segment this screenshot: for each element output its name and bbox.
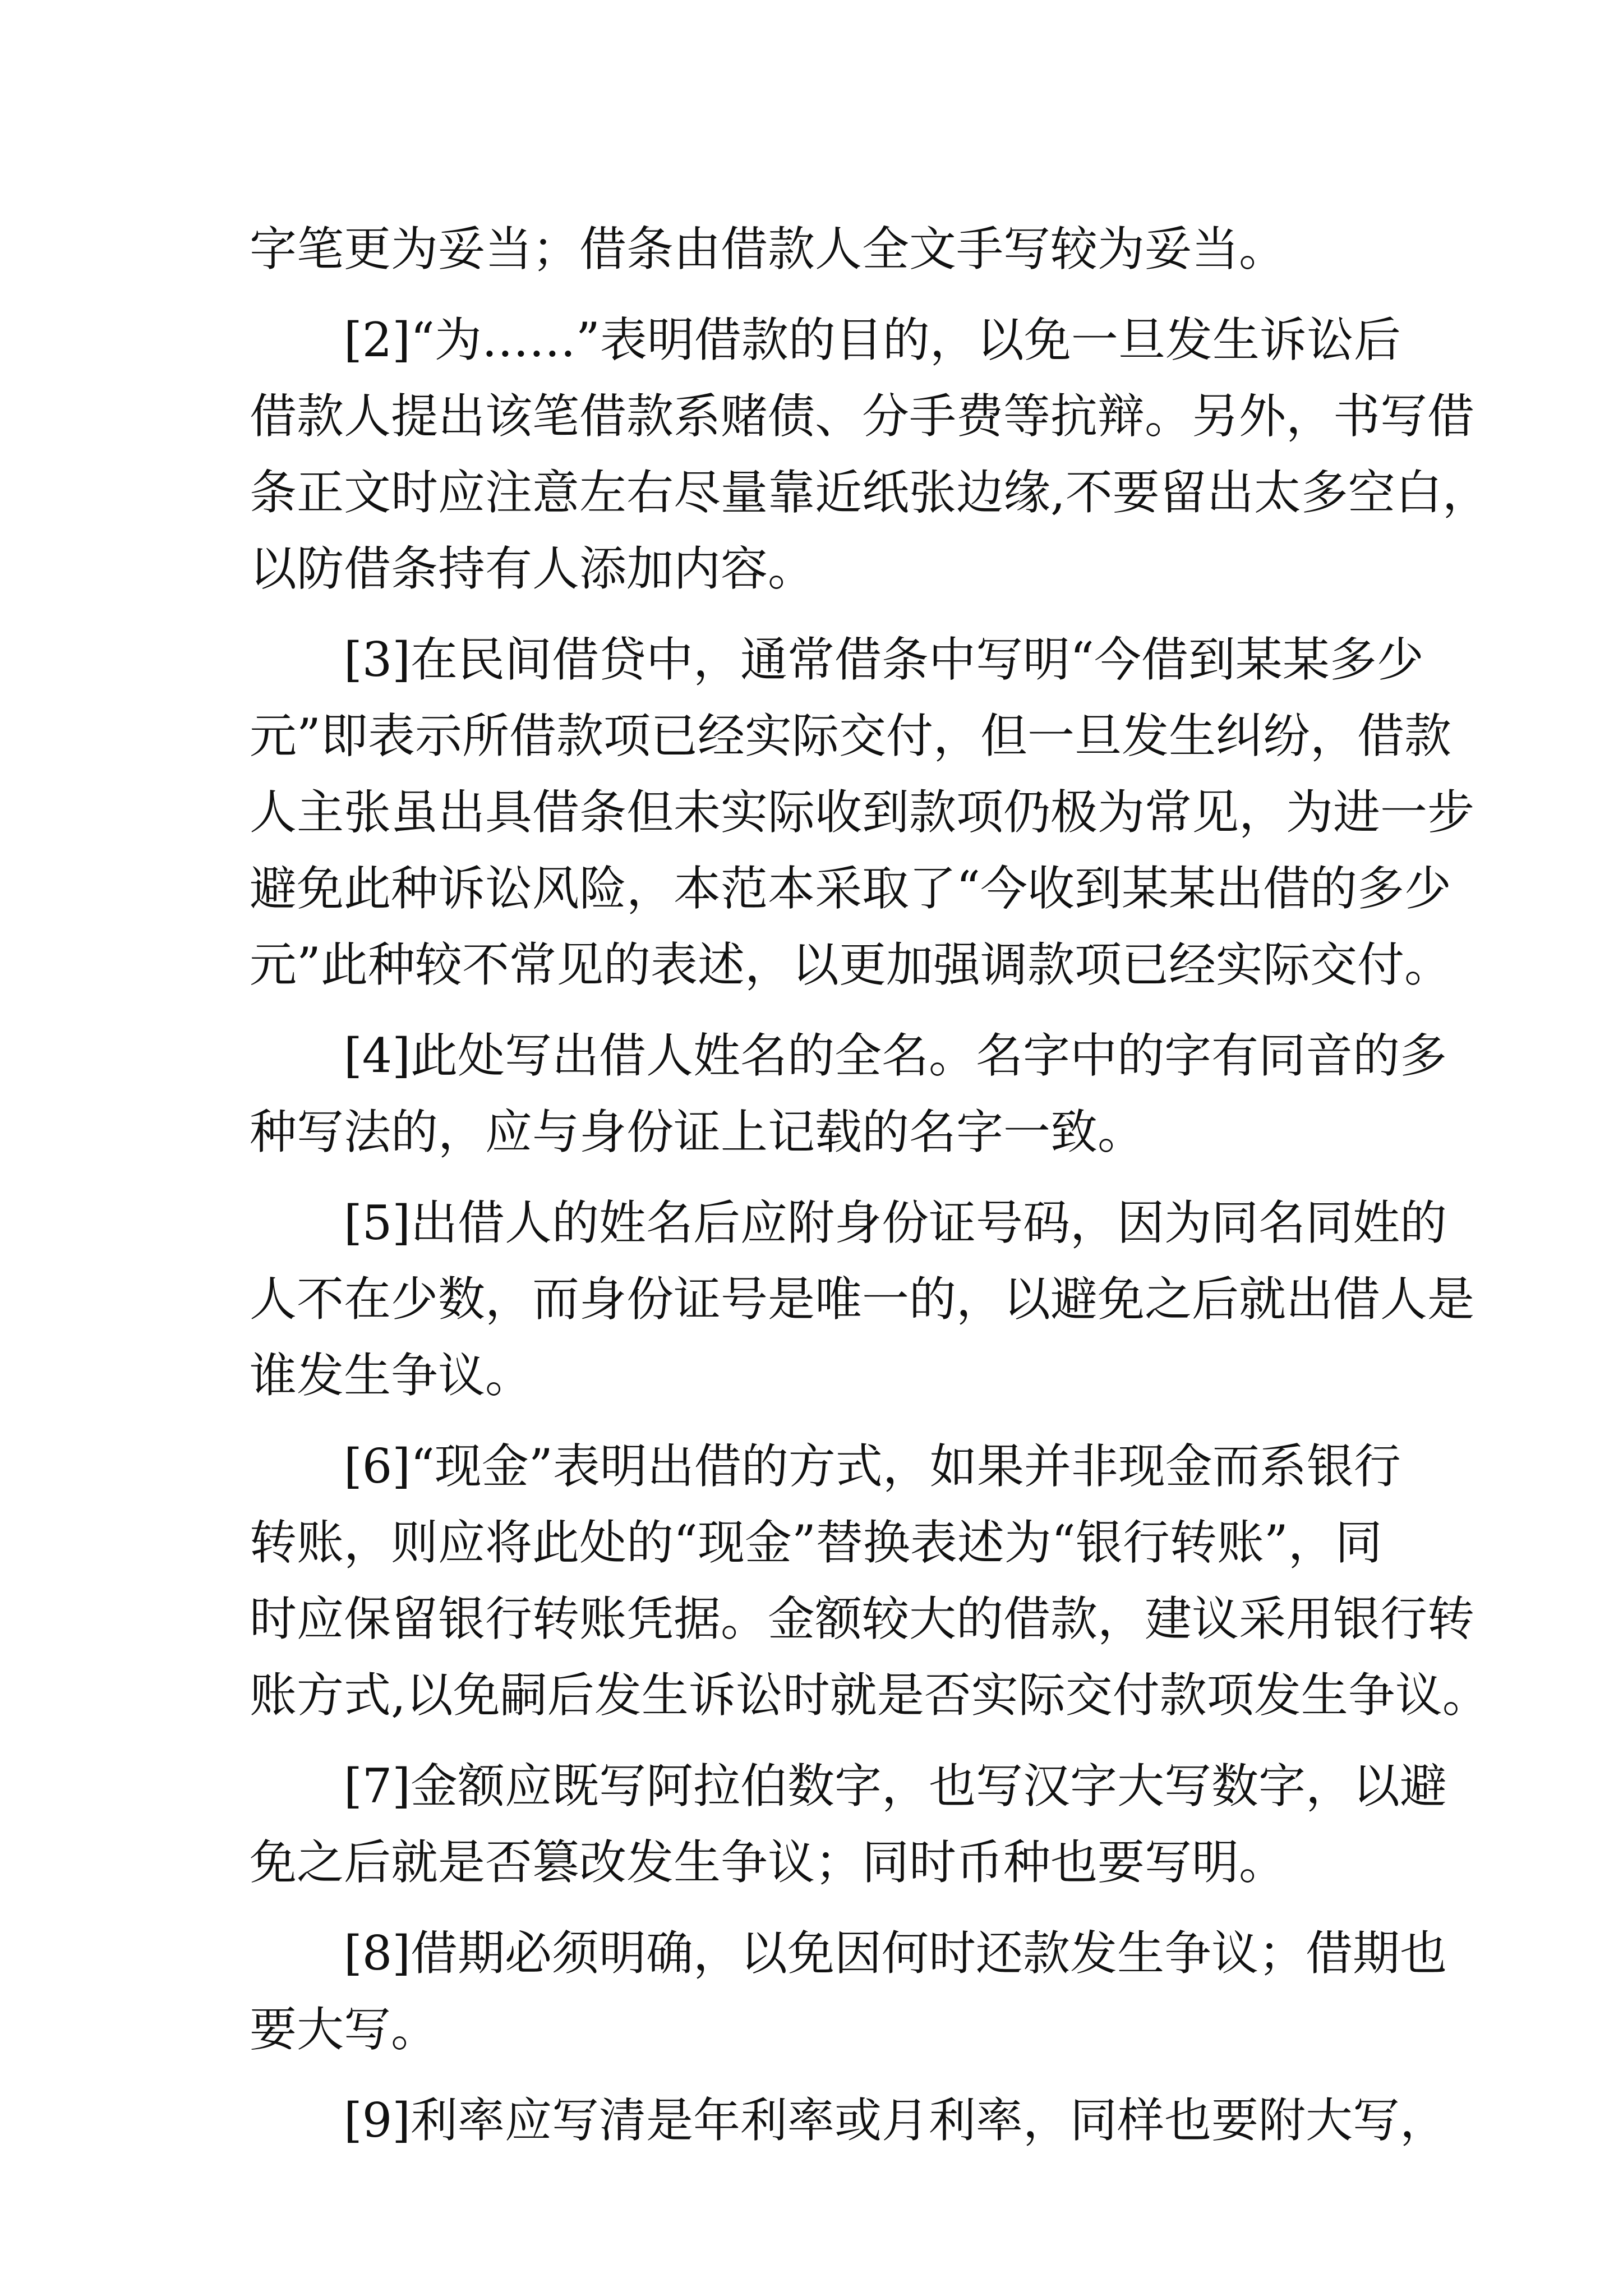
text-line: 字笔更为妥当；借条由借款人全文手写较为妥当。 bbox=[250, 222, 1287, 277]
text-line: 种写法的，应与身份证上记载的名字一致。 bbox=[250, 1105, 1145, 1159]
text-line: 人主张虽出具借条但未实际收到款项仍极为常见，为进一步 bbox=[250, 785, 1475, 840]
text-line: [8]借期必须明确，以免因何时还款发生争议；借期也 bbox=[344, 1926, 1447, 1981]
text-line: 要大写。 bbox=[250, 2002, 439, 2057]
text-line: [6]“现金”表明出借的方式，如果并非现金而系银行 bbox=[344, 1439, 1401, 1494]
text-line: 元”即表示所借款项已经实际交付，但一旦发生纠纷，借款 bbox=[250, 708, 1451, 763]
paragraph-continuation bbox=[250, 211, 1382, 287]
note-paragraph-3 bbox=[250, 622, 1475, 1003]
note-paragraph-7 bbox=[250, 1748, 1447, 1901]
document-body bbox=[250, 211, 1490, 2159]
note-paragraph-2 bbox=[250, 302, 1490, 607]
note-paragraph-6 bbox=[250, 1428, 1490, 1733]
text-line: 借款人提出该笔借款系赌债、分手费等抗辩。另外，书写借 bbox=[250, 389, 1475, 444]
text-line: [5]出借人的姓名后应附身份证号码，因为同名同姓的 bbox=[344, 1195, 1447, 1250]
note-paragraph-4 bbox=[250, 1018, 1447, 1170]
text-line: 避免此种诉讼风险，本范本采取了“今收到某某出借的多少 bbox=[250, 861, 1451, 916]
text-line: 账方式,以免嗣后发生诉讼时就是否实际交付款项发生争议。 bbox=[250, 1668, 1490, 1723]
text-line: 条正文时应注意左右尽量靠近纸张边缘,不要留出太多空白， bbox=[250, 465, 1490, 520]
note-paragraph-8 bbox=[250, 1915, 1447, 2068]
note-paragraph-9 bbox=[250, 2082, 1447, 2159]
note-paragraph-5 bbox=[250, 1185, 1475, 1414]
text-line: 时应保留银行转账凭据。金额较大的借款，建议采用银行转 bbox=[250, 1591, 1475, 1646]
text-line: 谁发生争议。 bbox=[250, 1348, 533, 1403]
text-line: [2]“为……”表明借款的目的，以免一旦发生诉讼后 bbox=[344, 312, 1401, 367]
text-line: [7]金额应既写阿拉伯数字，也写汉字大写数字，以避 bbox=[344, 1759, 1447, 1814]
text-line: 元”此种较不常见的表述，以更加强调款项已经实际交付。 bbox=[250, 937, 1451, 992]
text-line: 人不在少数，而身份证号是唯一的，以避免之后就出借人是 bbox=[250, 1272, 1475, 1327]
text-line: 以防借条持有人添加内容。 bbox=[250, 541, 815, 596]
text-line: [3]在民间借贷中，通常借条中写明“今借到某某多少 bbox=[344, 632, 1424, 687]
text-line: 免之后就是否篡改发生争议；同时币种也要写明。 bbox=[250, 1835, 1287, 1890]
text-line: [9]利率应写清是年利率或月利率，同样也要附大写， bbox=[344, 2093, 1447, 2148]
text-line: 转账，则应将此处的“现金”替换表述为“银行转账”，同 bbox=[250, 1515, 1382, 1570]
text-line: [4]此处写出借人姓名的全名。名字中的字有同音的多 bbox=[344, 1028, 1447, 1083]
